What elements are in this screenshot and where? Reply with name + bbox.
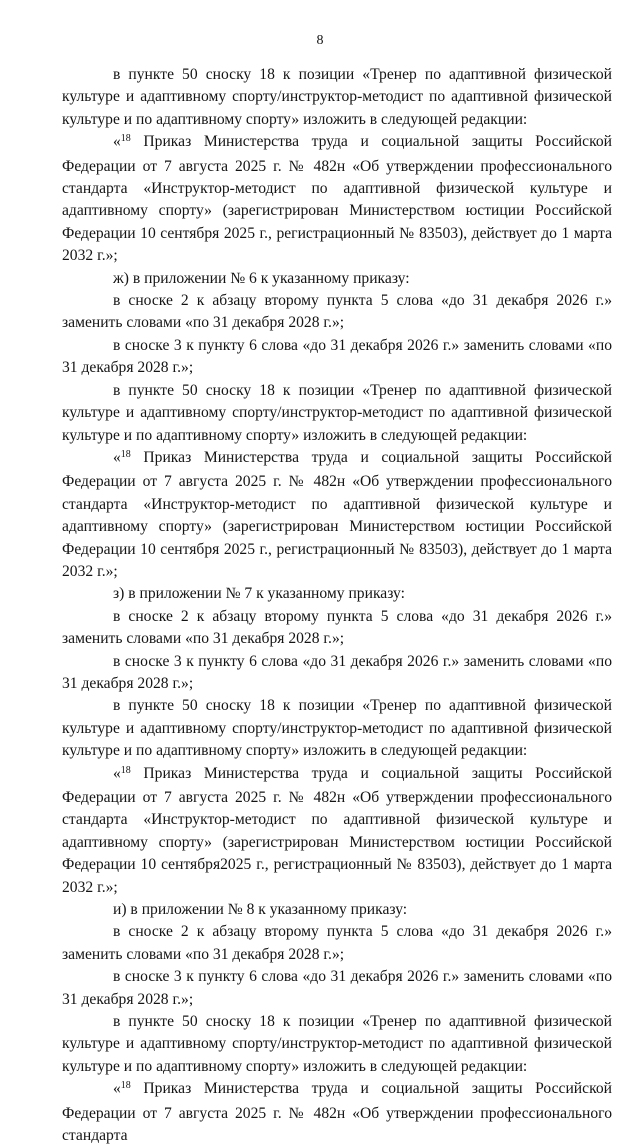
open-quote: «: [113, 448, 121, 466]
paragraph: в сноске 2 к абзацу второму пункта 5 слова «до 31 декабря 2026 г.» заменить словами «по 31 декабря 2028 г.»;: [62, 923, 612, 963]
paragraph: ж) в приложении № 6 к указанному приказу:: [113, 269, 410, 287]
paragraph: в пункте 50 сноску 18 к позиции «Тренер по адаптивной физической культуре и адаптивному спорту/инструктор-методист по адаптивной физической культуре и по адаптивному спорту» изложить в следующей редакции:: [62, 1013, 612, 1075]
paragraph: в пункте 50 сноску 18 к позиции «Тренер по адаптивной физической культуре и адаптивному спорту/инструктор-методист по адаптивной физической культуре и по адаптивному спорту» изложить в следующей редакции:: [62, 66, 612, 128]
paragraph-text: Приказ Министерства труда и социальной защиты Российской Федерации от 7 августа 2025 г. № 482н «Об утверждении профессионального стандарта «Инструктор-методист по адаптивной физической культуре и адаптивному спорту» (зарегистрирован Министерством юстиции Российской Федерации 10 сентября 2025 г., регистрационный № 83503), действует до 1 марта 2032 г.»;: [62, 133, 613, 265]
footnote-marker: 18: [120, 448, 131, 460]
paragraph: в пункте 50 сноску 18 к позиции «Тренер по адаптивной физической культуре и адаптивному спорту/инструктор-методист по адаптивной физической культуре и по адаптивному спорту» изложить в следующей редакции:: [62, 697, 612, 760]
paragraph: и) в приложении № 8 к указанному приказу:: [113, 901, 408, 919]
footnote-paragraph: [62, 131, 612, 267]
footnote-paragraph: [62, 1078, 612, 1147]
document-body: [62, 64, 612, 1148]
footnote-marker: 18: [120, 1080, 131, 1092]
open-quote: «: [113, 764, 121, 782]
paragraph: в пункте 50 сноску 18 к позиции «Тренер по адаптивной физической культуре и адаптивному спорту/инструктор-методист по адаптивной физической культуре и по адаптивному спорту» изложить в следующей редакции:: [62, 381, 612, 444]
paragraph: з) в приложении № 7 к указанному приказу:: [113, 585, 405, 603]
paragraph: в сноске 3 к пункту 6 слова «до 31 декабря 2026 г.» заменить словами «по 31 декабря 2028 г.»;: [62, 652, 612, 692]
paragraph: в сноске 2 к абзацу второму пункта 5 слова «до 31 декабря 2026 г.» заменить словами «по 31 декабря 2028 г.»;: [62, 292, 612, 332]
footnote-paragraph: [62, 763, 612, 899]
open-quote: «: [113, 1080, 121, 1098]
open-quote: «: [113, 133, 121, 151]
footnote-marker: 18: [120, 764, 131, 776]
paragraph: в сноске 2 к абзацу второму пункта 5 слова «до 31 декабря 2026 г.» заменить словами «по 31 декабря 2028 г.»;: [62, 607, 612, 648]
footnote-marker: 18: [120, 133, 131, 145]
paragraph: в сноске 3 к пункту 6 слова «до 31 декабря 2026 г.» заменить словами «по 31 декабря 2028 г.»;: [62, 336, 612, 377]
footnote-paragraph: [62, 447, 612, 583]
paragraph: в сноске 3 к пункту 6 слова «до 31 декабря 2026 г.» заменить словами «по 31 декабря 2028 г.»;: [62, 968, 612, 1008]
paragraph-text: Приказ Министерства труда и социальной защиты Российской Федерации от 7 августа 2025 г. № 482н «Об утверждении профессионального стандарта «Инструктор-методист по адаптивной физической культуре и адаптивному спорту» (зарегистрирован Министерством юстиции Российской Федерации 10 сентября2025 г., регистрационный № 83503), действует до 1 марта 2032 г.»;: [62, 764, 613, 896]
paragraph-text: Приказ Министерства труда и социальной защиты Российской Федерации от 7 августа 2025 г. № 482н «Об утверждении профессионального стандарта: [62, 1080, 613, 1145]
page-number: 8: [316, 33, 324, 48]
paragraph-text: Приказ Министерства труда и социальной защиты Российской Федерации от 7 августа 2025 г. № 482н «Об утверждении профессионального стандарта «Инструктор-методист по адаптивной физической культуре и адаптивному спорту» (зарегистрирован Министерством юстиции Российской Федерации 10 сентября 2025 г., регистрационный № 83503), действует до 1 марта 2032 г.»;: [62, 448, 613, 580]
